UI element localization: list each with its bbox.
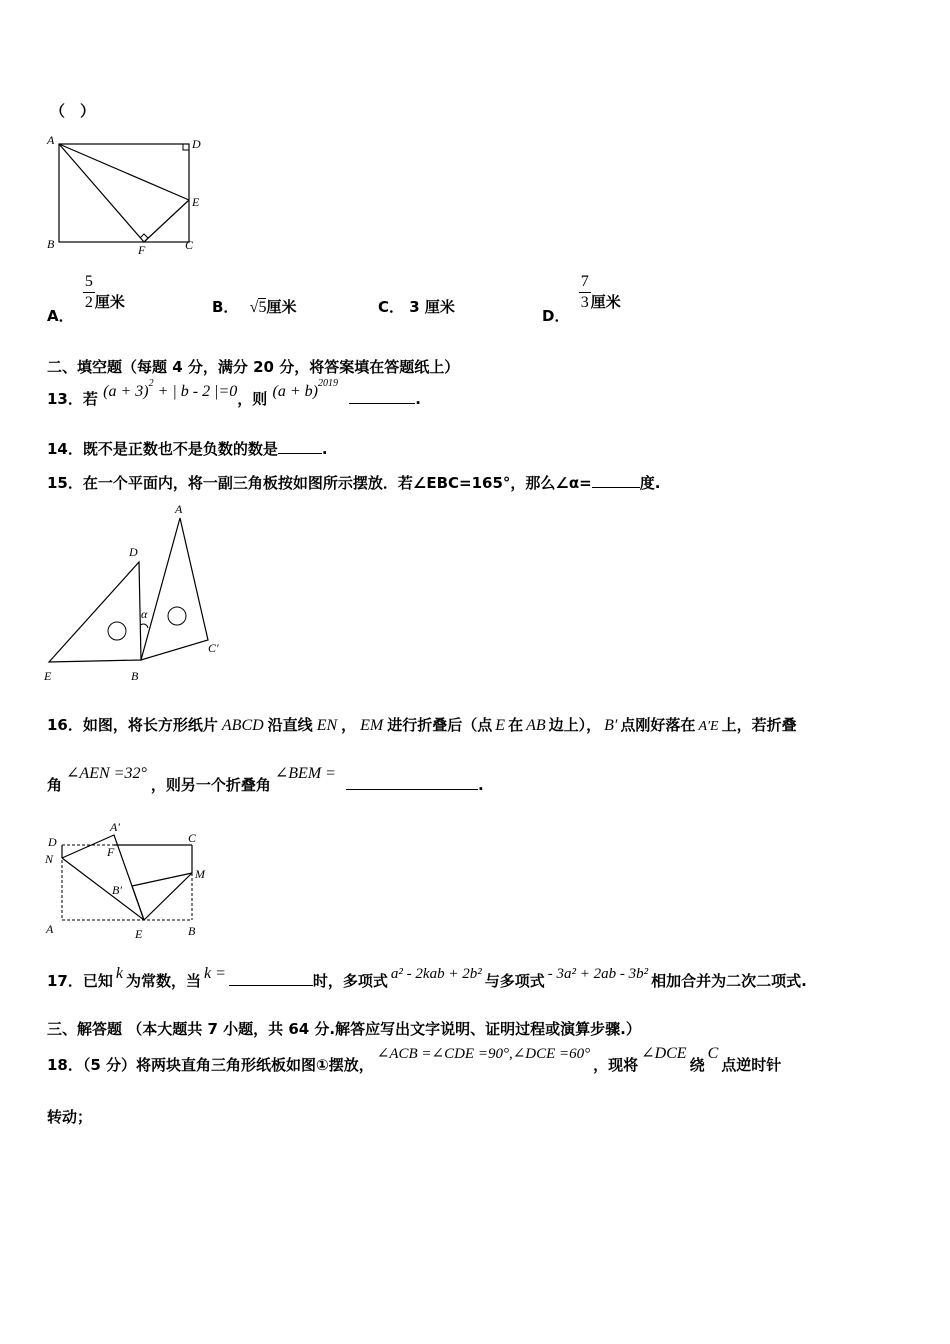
fig16-F: F [107,845,115,859]
fig15-D: D [129,545,138,559]
fig16-E: E [135,927,143,941]
fig16-Bp: B′ [112,883,122,897]
q12-option-c[interactable]: C． 3 厘米 [378,298,455,316]
q16-line2: 角∠AEN =32°，则另一个折叠角∠BEM =. [47,765,484,794]
q13-answer-blank[interactable] [349,388,415,404]
q18-line1: 18．（5 分）将两块直角三角形纸板如图①摆放，∠ACB =∠CDE =90°,∠DCE =60°，现将∠DCE绕C点逆时针 [47,1045,782,1074]
fig12-C: C [185,238,194,252]
fig16-Ap: A′ [110,820,120,834]
q14: 14．既不是正数也不是负数的数是 . [47,440,328,458]
q12-option-d[interactable]: D． $\frac{7}{3}$ 厘米 [542,273,621,325]
fig16-C: C [188,831,197,845]
section3-title: 三、解答题 （本大题共 7 小题，共 64 分.解答应写出文字说明、证明过程或演算步骤.） [47,1020,641,1038]
q16-answer-blank[interactable] [346,774,478,790]
q13: 13．若 $(a + 3)^2$ + | b - 2 |=0，则 $(a + b)^{2019}$ . [47,378,421,408]
q15: 15．在一个平面内，将一副三角板按如图所示摆放．若∠EBC=165°，那么∠α= 度. [47,474,661,492]
fig12-E: E [192,195,200,209]
fig16-D: D [48,835,57,849]
fig16-M: M [195,867,205,881]
q15-answer-blank[interactable] [592,472,640,488]
section2-title: 二、填空题（每题 4 分，满分 20 分，将答案填在答题纸上） [47,358,460,376]
q12-paren: （ ） [50,102,96,120]
fig15-alpha: α [141,607,148,621]
q12-figure [40,130,210,260]
fig12-F: F [138,243,146,257]
q14-answer-blank[interactable] [278,438,322,454]
fig15-A: A [175,502,183,516]
fig16-N: N [45,852,54,866]
q15-figure [40,500,240,690]
q17-answer-blank[interactable] [229,970,313,986]
fig12-D: D [192,137,201,151]
fig15-E: E [44,669,52,683]
fig16-B: B [188,924,196,938]
fig15-B: B [131,669,139,683]
q17: 17．已知 k 为常数，当 k = 时，多项式 a² - 2kab + 2b² 与多项式 - 3a² + 2ab - 3b² 相加合并为二次二项式. [47,965,807,990]
fig16-A: A [46,922,54,936]
fig12-B: B [47,237,55,251]
q18-line2: 转动； [47,1108,93,1126]
q16-figure [40,820,220,945]
q16-line1: 16．如图，将长方形纸片 ABCD 沿直线 EN ， EM 进行折叠后（点 E 在 AB 边上）， B′ 点刚好落在 A′E 上，若折叠 [47,716,797,734]
q12-option-b[interactable]: B． √5厘米 [212,298,297,316]
fig15-C: C′ [208,641,219,655]
q12-option-a[interactable]: A． $\frac{5}{2}$ 厘米 [47,273,125,325]
fig12-A: A [47,133,55,147]
